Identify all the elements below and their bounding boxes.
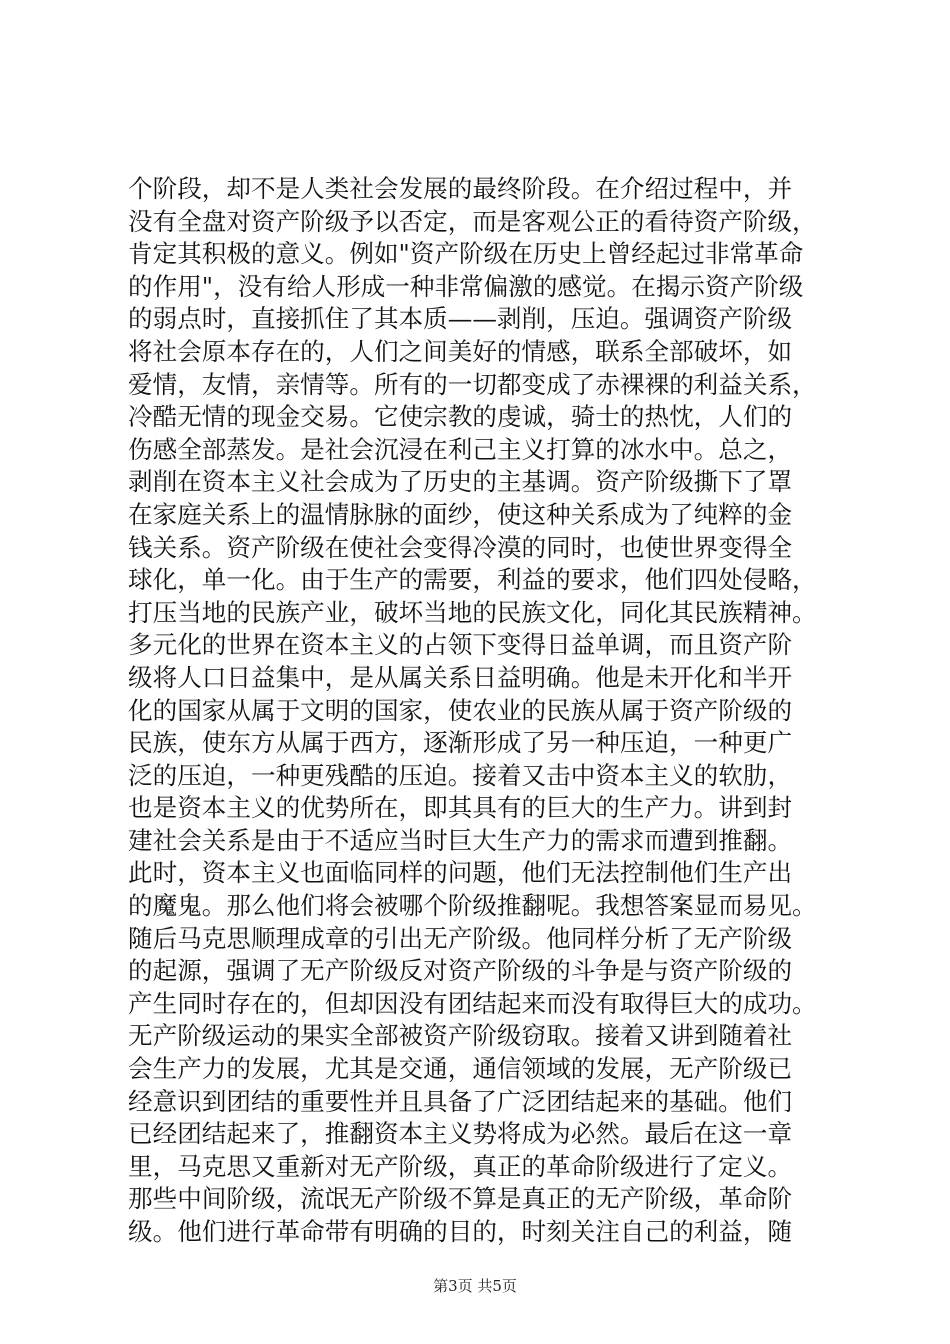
text-line: 冷酷无情的现金交易。它使宗教的虔诚，骑士的热忱，人们的 bbox=[128, 402, 793, 432]
text-line: 化的国家从属于文明的国家，使农业的民族从属于资产阶级的 bbox=[128, 695, 793, 725]
text-line: 经意识到团结的重要性并且具备了广泛团结起来的基础。他们 bbox=[128, 1086, 793, 1116]
text-line: 将社会原本存在的，人们之间美好的情感，联系全部破坏，如 bbox=[128, 336, 793, 366]
text-line: 那些中间阶级，流氓无产阶级不算是真正的无产阶级，革命阶 bbox=[128, 1184, 793, 1214]
text-line: 多元化的世界在资本主义的占领下变得日益单调，而且资产阶 bbox=[128, 630, 793, 660]
text-line: 里，马克思又重新对无产阶级，真正的革命阶级进行了定义。 bbox=[128, 1151, 793, 1181]
text-line: 级。他们进行革命带有明确的目的，时刻关注自己的利益，随 bbox=[128, 1217, 793, 1246]
text-line: 打压当地的民族产业，破坏当地的民族文化，同化其民族精神。 bbox=[128, 597, 817, 627]
text-line: 伤感全部蒸发。是社会沉浸在利己主义打算的冰水中。总之， bbox=[128, 434, 793, 464]
page-footer: 第3页 共5页 bbox=[433, 1277, 517, 1295]
text-line: 的起源，强调了无产阶级反对资产阶级的斗争是与资产阶级的 bbox=[128, 956, 793, 986]
text-line: 球化，单一化。由于生产的需要，利益的要求，他们四处侵略， bbox=[128, 565, 817, 595]
text-line: 随后马克思顺理成章的引出无产阶级。他同样分析了无产阶级 bbox=[128, 923, 793, 953]
text-line: 此时，资本主义也面临同样的问题，他们无法控制他们生产出 bbox=[128, 858, 793, 888]
text-line: 也是资本主义的优势所在，即其具有的巨大的生产力。讲到封 bbox=[128, 793, 793, 823]
text-line: 的弱点时，直接抓住了其本质——剥削，压迫。强调资产阶级 bbox=[128, 304, 793, 334]
text-line: 爱情，友情，亲情等。所有的一切都变成了赤裸裸的利益关系， bbox=[128, 369, 817, 399]
text-line: 个阶段，却不是人类社会发展的最终阶段。在介绍过程中，并 bbox=[128, 174, 793, 203]
body-text bbox=[128, 173, 828, 1249]
text-line: 建社会关系是由于不适应当时巨大生产力的需求而遭到推翻。 bbox=[128, 825, 793, 855]
text-line: 民族，使东方从属于西方，逐渐形成了另一种压迫，一种更广 bbox=[128, 728, 793, 758]
text-line: 产生同时存在的，但却因没有团结起来而没有取得巨大的成功。 bbox=[128, 988, 817, 1018]
text-line: 的魔鬼。那么他们将会被哪个阶级推翻呢。我想答案显而易见。 bbox=[128, 891, 817, 921]
text-line: 的作用"，没有给人形成一种非常偏激的感觉。在揭示资产阶级 bbox=[128, 271, 804, 301]
text-line: 已经团结起来了，推翻资本主义势将成为必然。最后在这一章 bbox=[128, 1119, 793, 1149]
text-line: 级将人口日益集中，是从属关系日益明确。他是未开化和半开 bbox=[128, 662, 793, 692]
text-line: 无产阶级运动的果实全部被资产阶级窃取。接着又讲到随着社 bbox=[128, 1021, 793, 1051]
text-line: 钱关系。资产阶级在使社会变得冷漠的同时，也使世界变得全 bbox=[128, 532, 793, 562]
text-line: 剥削在资本主义社会成为了历史的主基调。资产阶级撕下了罩 bbox=[128, 467, 793, 497]
text-line: 泛的压迫，一种更残酷的压迫。接着又击中资本主义的软肋， bbox=[128, 760, 793, 790]
text-line: 肯定其积极的意义。例如"资产阶级在历史上曾经起过非常革命 bbox=[128, 239, 804, 269]
text-line: 没有全盘对资产阶级予以否定，而是客观公正的看待资产阶级， bbox=[128, 206, 817, 236]
text-line: 会生产力的发展，尤其是交通，通信领域的发展，无产阶级已 bbox=[128, 1054, 793, 1084]
text-line: 在家庭关系上的温情脉脉的面纱，使这种关系成为了纯粹的金 bbox=[128, 499, 793, 529]
